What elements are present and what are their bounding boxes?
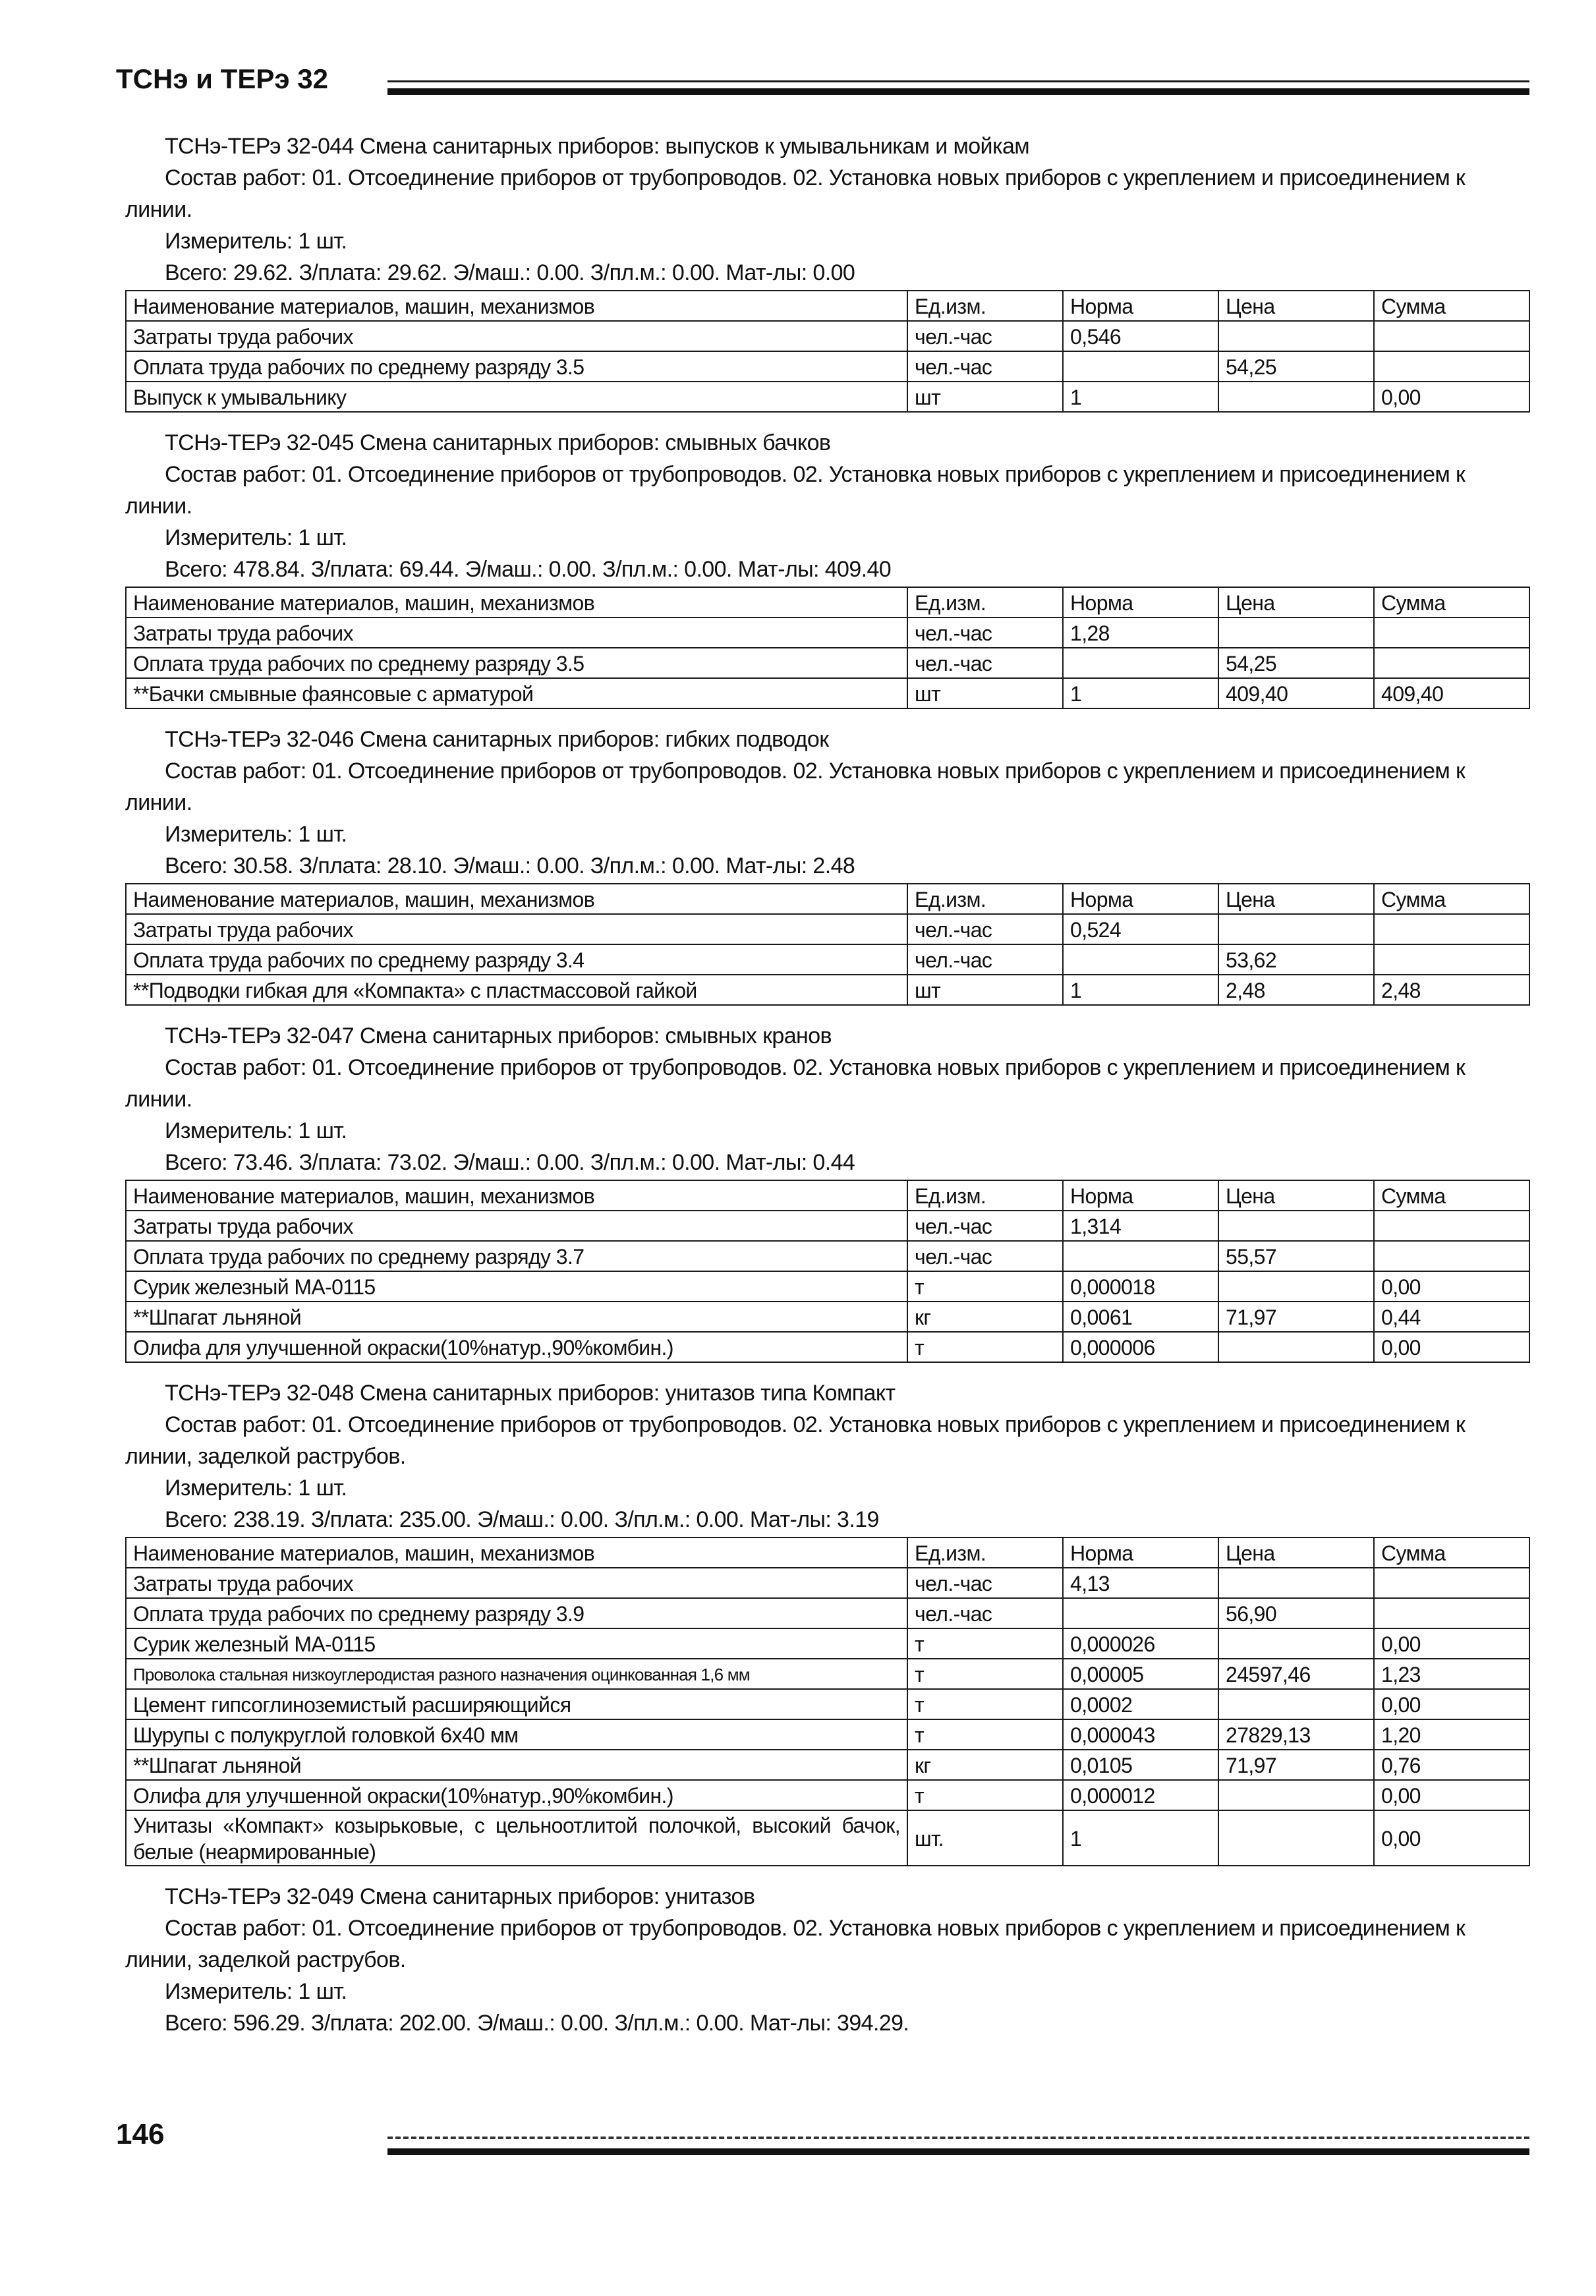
cell-name: **Бачки смывные фаянсовые с арматурой (126, 678, 907, 708)
cell-norm: 1 (1063, 678, 1218, 708)
header-cell-name: Наименование материалов, машин, механизмов (126, 291, 907, 321)
running-header-title: ТСНэ и ТЕРэ 32 (116, 63, 328, 94)
section-title: ТСНэ-ТЕРэ 32-048 Смена санитарных приборов: унитазов типа Компакт (165, 1381, 896, 1406)
resources-table (125, 1180, 1530, 1363)
cell-sum (1374, 321, 1529, 351)
table-row (126, 1271, 1529, 1302)
norm-section-32-049 (125, 1881, 1529, 2039)
cell-sum: 0,00 (1374, 1780, 1529, 1810)
content-area (125, 130, 1529, 2053)
cell-name: Оплата труда рабочих по среднему разряду 3.4 (126, 944, 907, 975)
cell-sum: 0,00 (1374, 1628, 1529, 1659)
cell-price (1218, 1810, 1374, 1866)
cell-price (1218, 617, 1374, 648)
section-title: ТСНэ-ТЕРэ 32-049 Смена санитарных приборов: унитазов (165, 1884, 755, 1909)
cell-unit: т (907, 1332, 1063, 1362)
table-row (126, 382, 1529, 412)
cell-price (1218, 382, 1374, 412)
cell-sum: 0,00 (1374, 1810, 1529, 1866)
table-row (126, 1568, 1529, 1598)
header-cell-unit: Ед.изм. (907, 1537, 1063, 1568)
cell-price: 71,97 (1218, 1750, 1374, 1780)
cell-unit: чел.-час (907, 617, 1063, 648)
cell-price: 53,62 (1218, 944, 1374, 975)
header-cell-unit: Ед.изм. (907, 587, 1063, 617)
cell-price (1218, 321, 1374, 351)
cell-norm: 0,0002 (1063, 1689, 1218, 1719)
cell-norm: 1 (1063, 975, 1218, 1005)
cell-name: Выпуск к умывальнику (126, 382, 907, 412)
table-row (126, 1302, 1529, 1332)
section-title: ТСНэ-ТЕРэ 32-046 Смена санитарных приборов: гибких подводок (165, 727, 829, 752)
page-header (116, 58, 1529, 108)
cell-unit: шт (907, 678, 1063, 708)
header-rule-thick (387, 88, 1529, 95)
header-cell-price: Цена (1218, 884, 1374, 914)
cell-name: Олифа для улучшенной окраски(10%натур.,90%комбин.) (126, 1332, 907, 1362)
cell-name: Цемент гипсоглиноземистый расширяющийся (126, 1689, 907, 1719)
cell-price (1218, 1780, 1374, 1810)
cell-price (1218, 1332, 1374, 1362)
cell-sum: 0,00 (1374, 1271, 1529, 1302)
work-composition: Состав работ: 01. Отсоединение приборов от трубопроводов. 02. Установка новых приборов с укреплением и присоединением к линии. (125, 1055, 1466, 1112)
header-cell-name: Наименование материалов, машин, механизмов (126, 884, 907, 914)
resources-table (125, 290, 1530, 413)
header-cell-sum: Сумма (1374, 1537, 1529, 1568)
header-cell-sum: Сумма (1374, 587, 1529, 617)
cell-name: Шурупы с полукруглой головкой 6х40 мм (126, 1719, 907, 1750)
norm-section-32-048 (125, 1377, 1529, 1866)
measure-unit: Измеритель: 1 шт. (165, 822, 347, 847)
cell-norm: 0,0105 (1063, 1750, 1218, 1780)
table-row (126, 1750, 1529, 1780)
table-row (126, 1241, 1529, 1271)
cell-unit: т (907, 1719, 1063, 1750)
cell-unit: чел.-час (907, 944, 1063, 975)
cell-sum (1374, 944, 1529, 975)
footer-rule-dashed (387, 2137, 1529, 2139)
cell-unit: чел.-час (907, 321, 1063, 351)
cell-sum: 0,44 (1374, 1302, 1529, 1332)
table-row (126, 1332, 1529, 1362)
cell-unit: чел.-час (907, 351, 1063, 382)
cell-unit: чел.-час (907, 914, 1063, 944)
table-row (126, 1810, 1529, 1866)
table-row (126, 351, 1529, 382)
work-composition: Состав работ: 01. Отсоединение приборов от трубопроводов. 02. Установка новых приборов с укреплением и присоединением к линии. (125, 759, 1466, 815)
table-row (126, 1659, 1529, 1689)
header-cell-name: Наименование материалов, машин, механизмов (126, 1180, 907, 1211)
header-cell-norm: Норма (1063, 291, 1218, 321)
work-composition: Состав работ: 01. Отсоединение приборов от трубопроводов. 02. Установка новых приборов с укреплением и присоединением к линии. (125, 462, 1466, 519)
cell-name: Оплата труда рабочих по среднему разряду 3.7 (126, 1241, 907, 1271)
cell-sum: 0,76 (1374, 1750, 1529, 1780)
cost-totals: Всего: 596.29. З/плата: 202.00. Э/маш.: 0.00. З/пл.м.: 0.00. Мат-лы: 394.29. (165, 2011, 909, 2036)
cell-unit: т (907, 1271, 1063, 1302)
table-row (126, 678, 1529, 708)
cell-norm: 0,546 (1063, 321, 1218, 351)
cost-totals: Всего: 73.46. З/плата: 73.02. Э/маш.: 0.00. З/пл.м.: 0.00. Мат-лы: 0.44 (165, 1150, 855, 1175)
norm-section-32-047 (125, 1020, 1529, 1363)
section-title: ТСНэ-ТЕРэ 32-044 Смена санитарных приборов: выпусков к умывальникам и мойкам (165, 134, 1030, 159)
cell-sum (1374, 617, 1529, 648)
table-row (126, 648, 1529, 678)
cell-price: 24597,46 (1218, 1659, 1374, 1689)
resources-table (125, 1537, 1530, 1866)
cell-name: Олифа для улучшенной окраски(10%натур.,90%комбин.) (126, 1780, 907, 1810)
section-title: ТСНэ-ТЕРэ 32-047 Смена санитарных приборов: смывных кранов (165, 1023, 832, 1048)
cell-unit: кг (907, 1302, 1063, 1332)
cell-name: **Подводки гибкая для «Компакта» с пластмассовой гайкой (126, 975, 907, 1005)
cell-sum: 0,00 (1374, 382, 1529, 412)
cell-norm (1063, 944, 1218, 975)
header-cell-unit: Ед.изм. (907, 884, 1063, 914)
cell-unit: чел.-час (907, 1568, 1063, 1598)
resources-table (125, 883, 1530, 1006)
header-cell-sum: Сумма (1374, 1180, 1529, 1211)
cell-unit: шт. (907, 1810, 1063, 1866)
cell-sum (1374, 1598, 1529, 1628)
cell-sum (1374, 1241, 1529, 1271)
cell-name: Сурик железный МА-0115 (126, 1628, 907, 1659)
header-rule-thin (387, 80, 1529, 82)
cell-norm: 0,000026 (1063, 1628, 1218, 1659)
cell-name: Оплата труда рабочих по среднему разряду 3.5 (126, 648, 907, 678)
cell-unit: шт (907, 975, 1063, 1005)
cell-norm: 0,000006 (1063, 1332, 1218, 1362)
work-composition: Состав работ: 01. Отсоединение приборов от трубопроводов. 02. Установка новых приборов с укреплением и присоединением к линии, заделкой раструбов. (125, 1412, 1466, 1469)
cell-sum: 0,00 (1374, 1689, 1529, 1719)
cell-norm: 0,0061 (1063, 1302, 1218, 1332)
cell-norm: 0,000012 (1063, 1780, 1218, 1810)
cost-totals: Всего: 29.62. З/плата: 29.62. Э/маш.: 0.00. З/пл.м.: 0.00. Мат-лы: 0.00 (165, 260, 855, 285)
cell-norm: 0,000043 (1063, 1719, 1218, 1750)
cell-name: Затраты труда рабочих (126, 914, 907, 944)
cell-name: Затраты труда рабочих (126, 321, 907, 351)
cell-norm: 0,00005 (1063, 1659, 1218, 1689)
resources-table (125, 587, 1530, 709)
header-cell-price: Цена (1218, 1180, 1374, 1211)
header-cell-norm: Норма (1063, 884, 1218, 914)
table-row (126, 1689, 1529, 1719)
cell-name: Затраты труда рабочих (126, 617, 907, 648)
cell-norm (1063, 1241, 1218, 1271)
table-header-row (126, 1537, 1529, 1568)
cell-price: 71,97 (1218, 1302, 1374, 1332)
header-cell-name: Наименование материалов, машин, механизмов (126, 1537, 907, 1568)
measure-unit: Измеритель: 1 шт. (165, 229, 347, 254)
header-cell-name: Наименование материалов, машин, механизмов (126, 587, 907, 617)
cell-name: Оплата труда рабочих по среднему разряду 3.9 (126, 1598, 907, 1628)
cell-unit: чел.-час (907, 648, 1063, 678)
cell-price: 56,90 (1218, 1598, 1374, 1628)
cell-sum: 409,40 (1374, 678, 1529, 708)
table-row (126, 321, 1529, 351)
cell-unit: чел.-час (907, 1241, 1063, 1271)
norm-section-32-045 (125, 427, 1529, 709)
table-row (126, 1598, 1529, 1628)
cell-price: 55,57 (1218, 1241, 1374, 1271)
measure-unit: Измеритель: 1 шт. (165, 1979, 347, 2004)
table-header-row (126, 884, 1529, 914)
cell-price (1218, 914, 1374, 944)
norm-section-32-044 (125, 130, 1529, 413)
cell-sum: 2,48 (1374, 975, 1529, 1005)
cell-price: 27829,13 (1218, 1719, 1374, 1750)
cost-totals: Всего: 238.19. З/плата: 235.00. Э/маш.: 0.00. З/пл.м.: 0.00. Мат-лы: 3.19 (165, 1507, 879, 1532)
table-row (126, 1719, 1529, 1750)
cell-name: Затраты труда рабочих (126, 1568, 907, 1598)
cell-sum: 1,23 (1374, 1659, 1529, 1689)
measure-unit: Измеритель: 1 шт. (165, 525, 347, 550)
page-footer (116, 2114, 1529, 2160)
cell-name: Проволока стальная низкоуглеродистая разного назначения оцинкованная 1,6 мм (126, 1659, 907, 1689)
cell-price (1218, 1211, 1374, 1241)
table-row (126, 617, 1529, 648)
cell-unit: т (907, 1659, 1063, 1689)
cell-name: Унитазы «Компакт» козырьковые, с цельноотлитой полочкой, высокий бачок, белые (неармированные) (126, 1810, 907, 1866)
table-header-row (126, 587, 1529, 617)
cell-norm: 1 (1063, 1810, 1218, 1866)
page-number: 146 (116, 2118, 165, 2150)
cell-norm: 1,314 (1063, 1211, 1218, 1241)
cell-name: Сурик железный МА-0115 (126, 1271, 907, 1302)
cell-unit: т (907, 1689, 1063, 1719)
cell-sum (1374, 648, 1529, 678)
header-cell-unit: Ед.изм. (907, 291, 1063, 321)
cell-unit: чел.-час (907, 1598, 1063, 1628)
header-cell-price: Цена (1218, 291, 1374, 321)
header-cell-norm: Норма (1063, 1537, 1218, 1568)
cell-norm: 0,524 (1063, 914, 1218, 944)
table-row (126, 975, 1529, 1005)
header-cell-norm: Норма (1063, 1180, 1218, 1211)
cell-norm: 4,13 (1063, 1568, 1218, 1598)
cell-price (1218, 1271, 1374, 1302)
cell-name: Затраты труда рабочих (126, 1211, 907, 1241)
cell-norm (1063, 1598, 1218, 1628)
cell-sum: 1,20 (1374, 1719, 1529, 1750)
table-row (126, 1628, 1529, 1659)
cell-unit: чел.-час (907, 1211, 1063, 1241)
cell-unit: т (907, 1628, 1063, 1659)
work-composition: Состав работ: 01. Отсоединение приборов от трубопроводов. 02. Установка новых приборов с укреплением и присоединением к линии. (125, 165, 1466, 222)
cell-name: **Шпагат льняной (126, 1302, 907, 1332)
cell-sum (1374, 1211, 1529, 1241)
cell-name: Оплата труда рабочих по среднему разряду 3.5 (126, 351, 907, 382)
table-row (126, 1211, 1529, 1241)
table-row (126, 944, 1529, 975)
cell-sum (1374, 914, 1529, 944)
footer-rule-thick (387, 2148, 1529, 2155)
cell-price: 54,25 (1218, 648, 1374, 678)
cell-price: 54,25 (1218, 351, 1374, 382)
cell-sum (1374, 1568, 1529, 1598)
table-header-row (126, 291, 1529, 321)
cell-norm: 1 (1063, 382, 1218, 412)
cell-norm: 0,000018 (1063, 1271, 1218, 1302)
norm-section-32-046 (125, 724, 1529, 1006)
cell-price (1218, 1689, 1374, 1719)
work-composition: Состав работ: 01. Отсоединение приборов от трубопроводов. 02. Установка новых приборов с укреплением и присоединением к линии, заделкой раструбов. (125, 1916, 1466, 1972)
header-cell-price: Цена (1218, 587, 1374, 617)
measure-unit: Измеритель: 1 шт. (165, 1118, 347, 1143)
cell-name: **Шпагат льняной (126, 1750, 907, 1780)
header-cell-norm: Норма (1063, 587, 1218, 617)
header-cell-sum: Сумма (1374, 291, 1529, 321)
cell-price: 409,40 (1218, 678, 1374, 708)
cost-totals: Всего: 30.58. З/плата: 28.10. Э/маш.: 0.00. З/пл.м.: 0.00. Мат-лы: 2.48 (165, 853, 855, 878)
cell-price: 2,48 (1218, 975, 1374, 1005)
cell-price (1218, 1628, 1374, 1659)
measure-unit: Измеритель: 1 шт. (165, 1476, 347, 1501)
cell-norm (1063, 648, 1218, 678)
section-title: ТСНэ-ТЕРэ 32-045 Смена санитарных приборов: смывных бачков (165, 430, 831, 455)
cell-sum: 0,00 (1374, 1332, 1529, 1362)
cell-norm (1063, 351, 1218, 382)
cell-price (1218, 1568, 1374, 1598)
cell-unit: шт (907, 382, 1063, 412)
table-row (126, 914, 1529, 944)
cost-totals: Всего: 478.84. З/плата: 69.44. Э/маш.: 0.00. З/пл.м.: 0.00. Мат-лы: 409.40 (165, 557, 892, 582)
table-header-row (126, 1180, 1529, 1211)
cell-unit: кг (907, 1750, 1063, 1780)
cell-norm: 1,28 (1063, 617, 1218, 648)
cell-sum (1374, 351, 1529, 382)
header-cell-unit: Ед.изм. (907, 1180, 1063, 1211)
cell-unit: т (907, 1780, 1063, 1810)
header-cell-sum: Сумма (1374, 884, 1529, 914)
table-row (126, 1780, 1529, 1810)
header-cell-price: Цена (1218, 1537, 1374, 1568)
